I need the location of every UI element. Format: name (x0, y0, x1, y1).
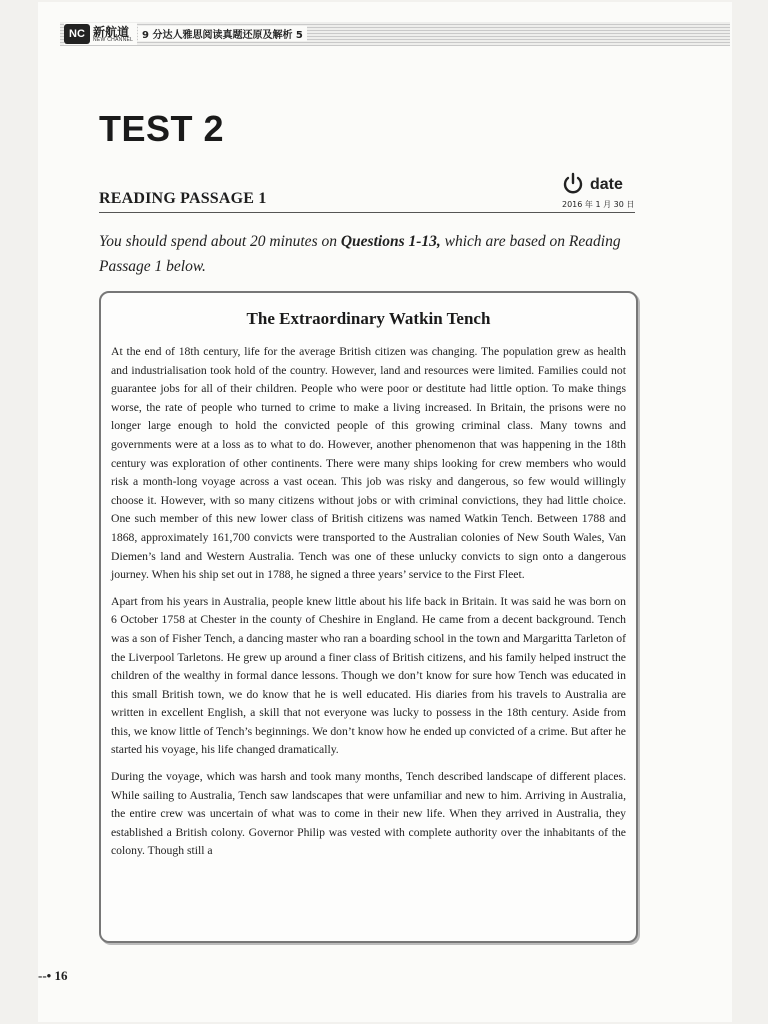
date-label: date (590, 176, 623, 193)
instructions (99, 229, 639, 279)
passage-paragraph-1: At the end of 18th century, life for the average British citizen was changing. The population grew as health and industrialisation took hold of the country. However, land and resources were limited. Families could not guarantee jobs for all of their children. People who were poor or destitute had little option. To make things worse, the rate of people who turned to crime to make a living increased. In Britain, the prisons were no longer large enough to hold the convicted people of this growing criminal class. Many towns and governments were at a loss as to what to do. However, another phenomenon that was happening in the 18th century was exploration of other continents. There were many ships looking for crew members who would risk a month-long voyage across a vast ocean. This job was risky and dangerous, so few would willingly choose it. However, with so many citizens without jobs or with criminal convictions, they had little choice. One such member of this new lower class of British citizens was named Watkin Tench. Between 1788 and 1868, approximately 161,700 convicts were transported to the Australian colonies of New South Wales, Van Diemen’s land and Western Australia. Tench was one of these unlucky convicts to sign onto a dangerous journey. When his ship set out in 1788, he signed a three years’ service to the First Fleet. (111, 345, 626, 582)
logo-chinese-name: 新航道 (93, 24, 130, 39)
page-number-marker: --• (38, 968, 55, 983)
page-number (38, 968, 67, 984)
date-stamp (562, 172, 636, 212)
heading-divider (99, 212, 635, 213)
page-number-value: 16 (54, 968, 68, 983)
instruction-questions: Questions 1-13, (340, 233, 441, 250)
passage-box (99, 291, 638, 943)
publisher-logo (64, 23, 137, 45)
power-icon (562, 172, 584, 196)
logo-english-name: NEW CHANNEL (93, 36, 134, 43)
passage-heading: READING PASSAGE 1 (99, 190, 267, 207)
instruction-text-start: You should spend about 20 minutes on (99, 233, 341, 250)
running-header (60, 22, 730, 48)
passage-paragraph-2: Apart from his years in Australia, people knew little about his life back in Britain. It was said he was born on 6 October 1758 at Chester in the county of Cheshire in England. He came from a decent background. Tench was a son of Fisher Tench, a dancing master who ran a boarding school in the town and Margaritta Tarleton of the Liverpool Tarletons. He grew up around a finer class of British citizens, and his family helped instruct the children of the wealthy in formal dance lessons. Though we don’t know for sure how Tench was educated in this small British town, we do know that he is well educated. His diaries from his travels to Australia are written in excellent English, a skill that not everyone was lucky to possess in the 18th century. Aside from this, we know little of Tench’s beginnings. We don’t know how he ended up convicted of a crime. But after he started his voyage, his life changed dramatically. (111, 594, 626, 757)
logo-mark: NC (64, 24, 90, 44)
date-value: 2016 年 1 月 30 日 (562, 200, 635, 209)
instruction-text-end: which are based on Reading Passage 1 below. (99, 233, 621, 275)
passage-paragraph-3: During the voyage, which was harsh and took many months, Tench described landscape of different places. While sailing to Australia, Tench saw landscapes that were unfamiliar and new to him. Arriving in Australia, the entire crew was uncertain of what was to come in their new life. When they arrived in Australia, they established a British colony. Governor Philip was vested with complete authority over the inhabitants of the colony. Though still a (111, 770, 626, 858)
passage-title: The Extraordinary Watkin Tench (246, 309, 491, 328)
test-title: TEST 2 (99, 108, 225, 149)
book-title: 9 分达人雅思阅读真题还原及解析 5 (138, 26, 307, 41)
